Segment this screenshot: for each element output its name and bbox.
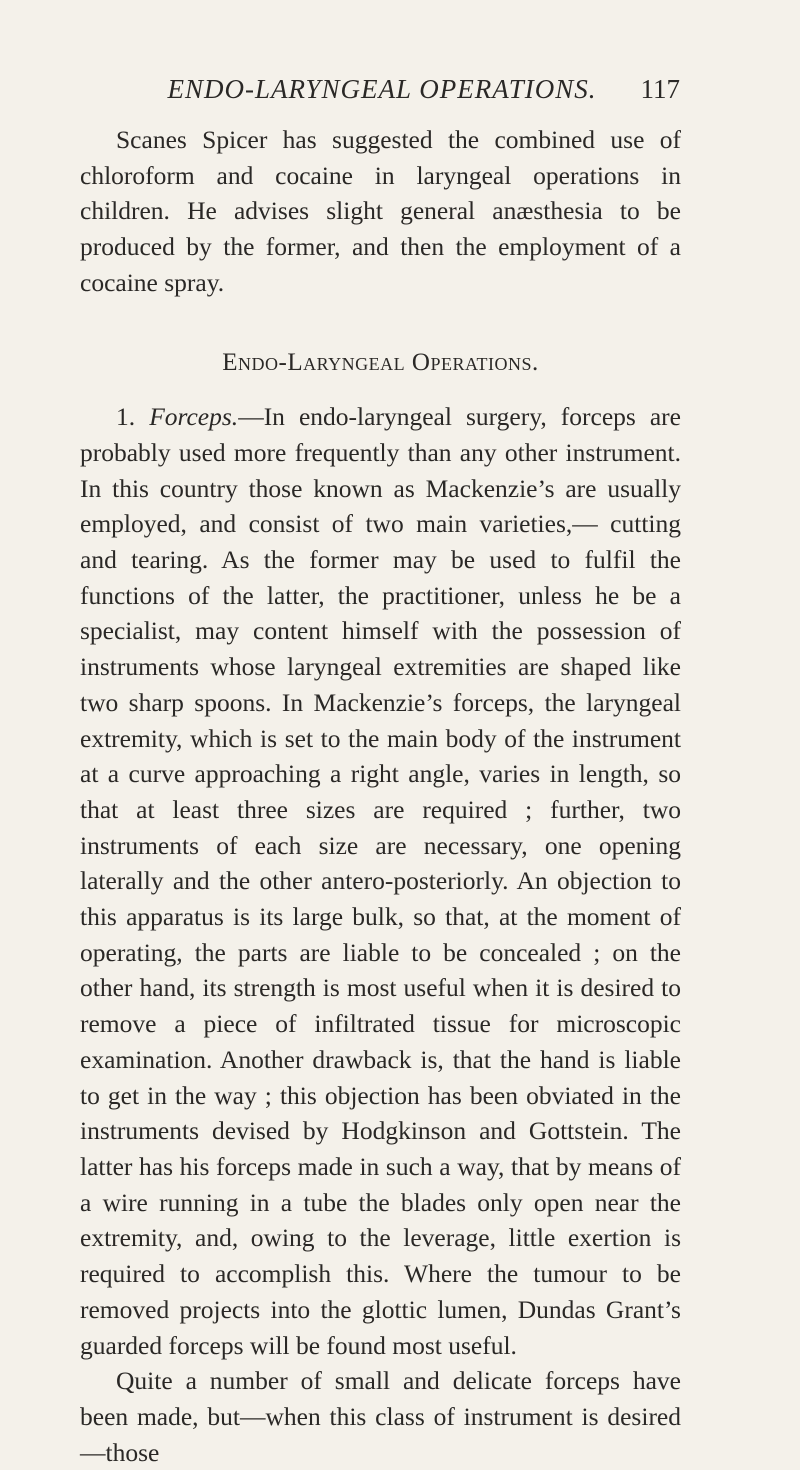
run-in-heading-forceps: Forceps. xyxy=(149,402,239,432)
running-title: ENDO-LARYNGEAL OPERATIONS. xyxy=(167,74,597,104)
paragraph-forceps xyxy=(80,399,681,1363)
paragraph-number: 1. xyxy=(116,402,136,432)
paragraph-anaesthesia: Scanes Spicer has suggested the combined use of chloroform and cocaine in laryngeal operations in children. He advises slight general anæsthesia to be produced by the former, and then the employment of a cocaine spray. xyxy=(80,125,681,297)
body-text xyxy=(80,122,681,1470)
page-number: 117 xyxy=(640,74,680,104)
paragraph-forceps-text: —In endo-laryngeal surgery, forceps are probably used more frequently than any other instrument. In this country those known as Mackenzie’s are usually employed, and consist of two main varieties,— cutting and tearing. As the former may be used to fulfil the functions of the latter, the practitioner, unless he be a specialist, may content himself with the possession of instruments whose laryngeal extremities are shaped like two sharp spoons. In Mackenzie’s forceps, the laryngeal extremity, which is set to the main body of the instrument at a curve approaching a right angle, varies in length, so that at least three sizes are required ; further, two instruments of each size are necessary, one opening laterally and the other antero-posteriorly. An objection to this apparatus is its large bulk, so that, at the moment of operating, the parts are liable to be concealed ; on the other hand, its strength is most useful when it is desired to remove a piece of infiltrated tissue for microscopic examination. Another drawback is, that the hand is liable to get in the way ; this objection has been obviated in the instruments devised by Hodgkinson and Gottstein. The latter has his forceps made in such a way, that by means of a wire running in a tube the blades only open near the extremity, and, owing to the leverage, little exertion is required to accomplish this. Where the tumour to be removed projects into the glottic lumen, Dundas Grant’s guarded forceps will be found most useful. xyxy=(80,402,681,1360)
paragraph-small-forceps: Quite a number of small and delicate forceps have been made, but—when this class of instrument is desired—those xyxy=(80,1366,681,1467)
section-heading: Endo-Laryngeal Operations. xyxy=(222,348,539,376)
